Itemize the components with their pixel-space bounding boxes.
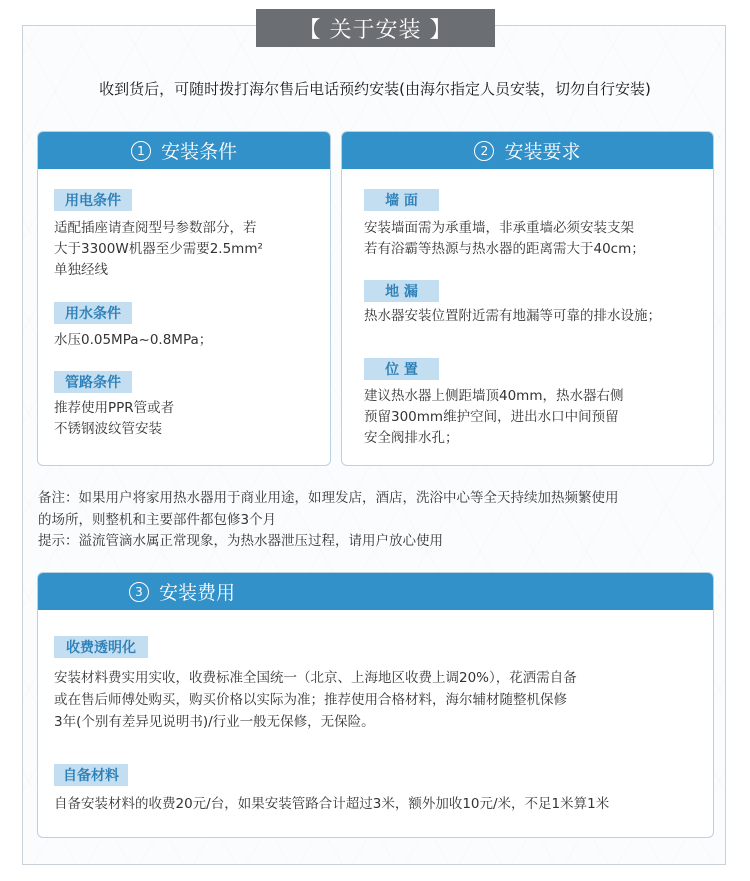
section-number-badge: 1 — [131, 141, 151, 161]
water-condition-tag: 用水条件 — [54, 302, 132, 324]
install-requirements-header — [342, 132, 713, 169]
position-tag: 位 置 — [364, 358, 439, 380]
install-conditions-header — [38, 132, 330, 169]
install-fees-title: 安装费用 — [159, 582, 236, 604]
install-conditions-card — [37, 131, 331, 466]
install-requirements-card — [341, 131, 714, 466]
install-fees-header — [38, 573, 713, 610]
install-fees-card — [37, 572, 714, 838]
hint-text: 提示：溢流管滴水属正常现象，为热水器泄压过程，请用户放心使用 — [38, 533, 443, 549]
section-number-badge: 3 — [129, 582, 149, 602]
water-condition-text: 水压0.05MPa~0.8MPa； — [54, 332, 213, 348]
floor-drain-tag: 地 漏 — [364, 280, 439, 302]
electric-condition-tag: 用电条件 — [54, 189, 132, 211]
electric-condition-text: 适配插座请查阅型号参数部分，若 大于3300W机器至少需要2.5mm² 单独经线 — [54, 220, 263, 278]
position-text: 建议热水器上侧距墙顶40mm，热水器右侧 预留300mm维护空间，进出水口中间预留 安全阀排水孔； — [364, 388, 624, 446]
pipe-condition-tag: 管路条件 — [54, 371, 132, 393]
remark-text: 备注：如果用户将家用热水器用于商业用途，如理发店，酒店，洗浴中心等全天持续加热频繁使用 的场所，则整机和主要部件都包修3个月 — [38, 490, 619, 528]
wall-tag: 墙 面 — [364, 189, 439, 211]
page-title: 【 关于安装 】 — [256, 9, 495, 47]
section-number-badge: 2 — [474, 141, 494, 161]
own-materials-text: 自备安装材料的收费20元/台，如果安装管路合计超过3米，额外加收10元/米，不足1米算1米 — [54, 796, 610, 812]
wall-text: 安装墙面需为承重墙，非承重墙必须安装支架 若有浴霸等热源与热水器的距离需大于40cm； — [364, 220, 645, 257]
install-conditions-title: 安装条件 — [160, 141, 237, 163]
transparent-fees-text: 安装材料费实用实收，收费标准全国统一（北京、上海地区收费上调20%），花洒需自备 或在售后师傅处购买，购买价格以实际为准；推荐使用合格材料，海尔辅材随整机保修 3年(个别有差异见说明书)/行业一般无保修，无保险。 — [54, 670, 577, 730]
install-notice: 收到货后，可随时拨打海尔售后电话预约安装(由海尔指定人员安装，切勿自行安装) — [99, 80, 651, 98]
transparent-fees-tag: 收费透明化 — [54, 636, 148, 658]
floor-drain-text: 热水器安装位置附近需有地漏等可靠的排水设施； — [364, 308, 661, 324]
pipe-condition-text: 推荐使用PPR管或者 不锈钢波纹管安装 — [54, 400, 175, 437]
install-requirements-title: 安装要求 — [504, 141, 581, 163]
own-materials-tag: 自备材料 — [54, 764, 128, 786]
